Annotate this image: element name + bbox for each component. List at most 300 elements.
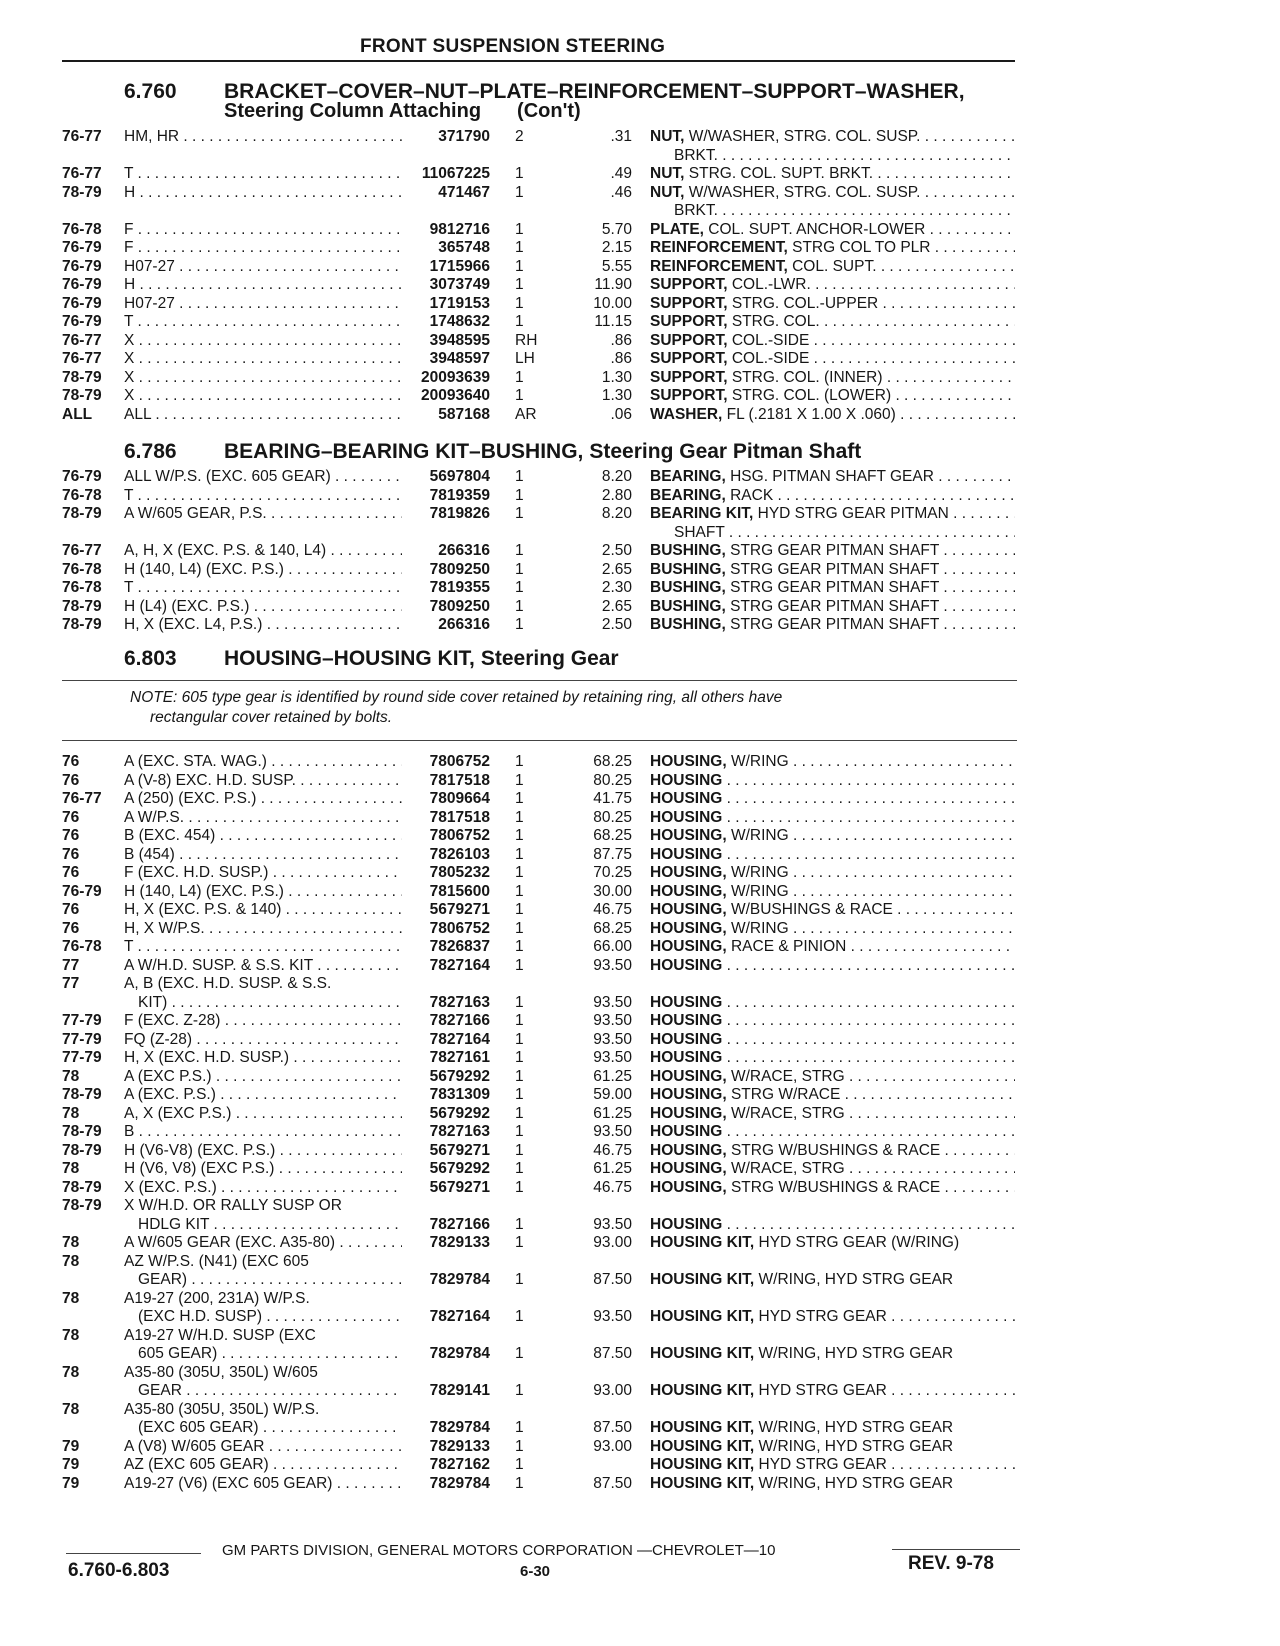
part-description [650, 257, 1015, 276]
part-number: 5679292 [429, 1160, 490, 1177]
part-name: HOUSING KIT, [650, 1419, 755, 1436]
model-years: 76 [62, 827, 80, 844]
parts-row [0, 1159, 1280, 1178]
part-name: BUSHING, [650, 579, 726, 596]
application: ALL W/P.S. (EXC. 605 GEAR) . . . [124, 467, 402, 486]
quantity: 1 [515, 239, 524, 256]
price: 93.50 [593, 1012, 632, 1029]
section-subtitle: Steering Gear [480, 647, 619, 670]
part-detail: RACE & PINION [726, 938, 847, 955]
part-number: 7829784 [429, 1345, 490, 1362]
model-years: 76 [62, 919, 80, 937]
part-detail: HSG. PITMAN SHAFT GEAR [725, 468, 934, 485]
parts-row [0, 937, 1280, 956]
part-description [650, 504, 1015, 523]
application: A (V-8) EXC. H.D. SUSP. . . . [124, 771, 402, 790]
application: F (EXC. Z-28) . . . [124, 1011, 402, 1030]
part-description [650, 275, 1015, 294]
part-name: HOUSING [650, 1215, 723, 1233]
part-detail: W/WASHER, STRG. COL. SUSP. [684, 183, 921, 201]
part-name: HOUSING, [650, 938, 727, 955]
part-name: HOUSING, [650, 1067, 727, 1085]
part-name: REINFORCEMENT, [650, 257, 788, 275]
part-name: NUT, [650, 183, 685, 201]
price: 93.50 [593, 1215, 632, 1233]
parts-row [0, 1326, 1280, 1345]
quantity: 1 [515, 956, 524, 974]
model-years: 78 [62, 1363, 80, 1381]
part-number: 7815600 [429, 882, 490, 900]
part-description [650, 808, 1015, 827]
parts-row [0, 1474, 1280, 1493]
part-number: 266316 [438, 542, 490, 559]
application: A, B (EXC. H.D. SUSP. & S.S. [124, 975, 332, 992]
model-years: 76 [62, 845, 80, 863]
part-description [650, 937, 1015, 956]
parts-row [0, 183, 1280, 202]
model-years: 78-79 [62, 1178, 102, 1196]
part-name: HOUSING, [650, 827, 727, 844]
part-name: HOUSING KIT, [650, 1345, 755, 1362]
quantity: 1 [515, 771, 524, 789]
part-detail: COL. SUPT. ANCHOR-LOWER [703, 220, 926, 238]
model-years: 79 [62, 1456, 80, 1473]
price: 2.15 [601, 239, 632, 256]
part-description [650, 486, 1015, 505]
part-detail: W/RING [726, 919, 789, 937]
part-name: BUSHING, [650, 542, 726, 559]
price: 61.25 [593, 1104, 632, 1122]
part-name: HOUSING, [650, 864, 727, 881]
application: H07-27 . . . [124, 294, 402, 313]
part-number: 5679292 [429, 1104, 490, 1122]
part-description [650, 220, 1015, 239]
part-description-continued: BRKT. . . . [674, 201, 1015, 220]
quantity: 1 [515, 542, 524, 559]
part-number: 7806752 [429, 827, 490, 844]
application-continued: GEAR . . . [138, 1381, 402, 1400]
application: H (V6-V8) (EXC. P.S.) . . . [124, 1141, 402, 1160]
model-years: 76-77 [62, 165, 102, 182]
part-description [650, 1085, 1015, 1104]
part-description [650, 752, 1015, 771]
model-years: 76-79 [62, 257, 102, 275]
part-description [650, 882, 1015, 901]
part-name: HOUSING [650, 1012, 723, 1029]
parts-row [0, 826, 1280, 845]
part-number: 7829784 [429, 1419, 490, 1436]
part-description [650, 467, 1015, 486]
model-years: 76-78 [62, 938, 102, 955]
application-continued: KIT) . . . [138, 993, 402, 1012]
part-name: HOUSING, [650, 1104, 727, 1122]
part-number: 7819355 [429, 579, 490, 596]
application: H (140, L4) (EXC. P.S.) . . . [124, 882, 402, 901]
application: A, H, X (EXC. P.S. & 140, L4) . . . [124, 541, 402, 560]
model-years: 78-79 [62, 1086, 102, 1103]
quantity: 1 [515, 864, 524, 881]
model-years: 78 [62, 1289, 80, 1307]
model-years: 76-78 [62, 486, 102, 504]
model-years: 78-79 [62, 1197, 102, 1214]
part-name: HOUSING [650, 1123, 723, 1140]
part-detail: HYD STRG GEAR [754, 1456, 887, 1473]
part-number: 1719153 [429, 294, 490, 312]
price: 93.50 [593, 1049, 632, 1066]
application: X (EXC. P.S.) . . . [124, 1178, 402, 1197]
quantity: 1 [515, 1419, 524, 1436]
parts-row-continued [0, 1270, 1280, 1289]
part-detail: STRG. COL. SUPT. BRKT. [684, 165, 874, 182]
application: H, X (EXC. P.S. & 140) . . . [124, 900, 402, 919]
application: A W/605 GEAR (EXC. A35-80) . . . [124, 1233, 402, 1252]
application: A19-27 (200, 231A) W/P.S. [124, 1289, 310, 1307]
quantity: 1 [515, 1067, 524, 1085]
quantity: 1 [515, 1271, 524, 1288]
model-years: 76-77 [62, 790, 102, 807]
parts-row [0, 1011, 1280, 1030]
quantity: 1 [515, 753, 524, 770]
price: 80.25 [593, 771, 632, 789]
quantity: RH [515, 331, 538, 349]
model-years: 76-77 [62, 331, 102, 349]
price: 80.25 [593, 808, 632, 826]
part-name: HOUSING, [650, 1141, 727, 1159]
application: F . . . [124, 220, 402, 239]
part-description [650, 1215, 1015, 1234]
price: 11.15 [594, 313, 632, 330]
part-number: 7809250 [429, 560, 490, 578]
price: 10.00 [593, 294, 632, 312]
part-description [650, 331, 1015, 350]
part-description [650, 1307, 1015, 1326]
model-years: 76-77 [62, 542, 102, 559]
part-detail: COL.-SIDE [727, 331, 810, 349]
quantity: 1 [515, 827, 524, 844]
part-description [650, 238, 1015, 257]
part-detail: W/RACE, STRG [726, 1104, 845, 1122]
section-number: 6.803 [124, 647, 177, 670]
quantity: 1 [515, 468, 524, 485]
quantity: 1 [515, 1012, 524, 1029]
parts-row [0, 1104, 1280, 1123]
quantity: 1 [515, 919, 524, 937]
model-years: 76 [62, 864, 80, 881]
application: A W/605 GEAR, P.S. . . . [124, 504, 402, 523]
parts-row [0, 1067, 1280, 1086]
quantity: 1 [515, 790, 524, 807]
price: 93.50 [593, 1308, 632, 1325]
model-years: 76 [62, 753, 80, 770]
part-detail: STRG. COL. [727, 313, 820, 330]
part-detail: COL. SUPT. [787, 257, 877, 275]
part-number: 7827163 [429, 1123, 490, 1140]
price: 1.30 [601, 368, 632, 386]
application: T . . . [124, 486, 402, 505]
parts-row [0, 541, 1280, 560]
part-name: BEARING KIT, [650, 505, 754, 522]
application: X . . . [124, 386, 402, 405]
part-name: HOUSING [650, 1030, 723, 1048]
part-name: HOUSING, [650, 901, 727, 918]
model-years: 76-79 [62, 313, 102, 330]
application-continued: (EXC 605 GEAR) . . . [138, 1418, 402, 1437]
parts-row-continued [0, 1215, 1280, 1234]
quantity: 1 [515, 313, 524, 330]
section-heading: BRACKET–COVER–NUT–PLATE–REINFORCEMENT–SUPPORT–WASHER, [224, 80, 965, 103]
parts-row [0, 467, 1280, 486]
part-description [650, 1437, 1015, 1456]
price: 5.70 [601, 220, 632, 238]
quantity: 1 [515, 1141, 524, 1159]
application: B (EXC. 454) . . . [124, 826, 402, 845]
parts-row [0, 882, 1280, 901]
part-description [650, 294, 1015, 313]
part-name: BUSHING, [650, 616, 726, 633]
price: 68.25 [593, 919, 632, 937]
part-description [650, 164, 1015, 183]
quantity: 1 [515, 1456, 524, 1473]
application: A35-80 (305U, 350L) W/605 [124, 1363, 318, 1381]
parts-row [0, 578, 1280, 597]
quantity: 1 [515, 486, 524, 504]
part-number: 7827164 [429, 1030, 490, 1048]
model-years: 76 [62, 771, 80, 789]
application: H (140, L4) (EXC. P.S.) . . . [124, 560, 402, 579]
quantity: 1 [515, 1160, 524, 1177]
model-years: 76 [62, 901, 80, 918]
part-name: HOUSING, [650, 919, 727, 937]
part-name: BUSHING, [650, 560, 726, 578]
part-detail: STRG W/RACE [726, 1086, 841, 1103]
price: 68.25 [593, 827, 632, 844]
part-name: HOUSING, [650, 1160, 727, 1177]
part-number: 5679292 [429, 1067, 490, 1085]
quantity: 1 [515, 165, 524, 182]
model-years: 78-79 [62, 597, 102, 615]
part-name: SUPPORT, [650, 331, 728, 349]
parts-row [0, 1122, 1280, 1141]
part-name: HOUSING KIT, [650, 1308, 755, 1325]
application: H (V6, V8) (EXC P.S.) . . . [124, 1159, 402, 1178]
part-detail: HYD STRG GEAR [754, 1308, 887, 1325]
part-name: HOUSING [650, 993, 723, 1011]
application: T . . . [124, 312, 402, 331]
price: 46.75 [593, 1141, 632, 1159]
part-description [650, 1122, 1015, 1141]
part-detail: STRG GEAR PITMAN SHAFT [725, 542, 940, 559]
model-years: 79 [62, 1437, 80, 1455]
parts-row [0, 808, 1280, 827]
section-number: 6.786 [124, 440, 177, 463]
footer-rule-right [892, 1549, 1020, 1550]
price: 2.80 [601, 486, 632, 504]
part-detail: W/BUSHINGS & RACE [726, 901, 893, 918]
part-description [650, 127, 1015, 146]
quantity: 1 [515, 276, 524, 293]
model-years: 76-79 [62, 294, 102, 312]
parts-row-continued [0, 1418, 1280, 1437]
description-continued [0, 146, 1280, 165]
part-description [650, 1381, 1015, 1400]
application: A W/P.S. . . . [124, 808, 402, 827]
model-years: 78 [62, 1067, 80, 1085]
part-number: 7827163 [429, 993, 490, 1011]
quantity: 1 [515, 901, 524, 918]
part-description [650, 1474, 1015, 1493]
model-years: 78 [62, 1326, 80, 1344]
part-detail: STRG GEAR PITMAN SHAFT [725, 579, 940, 596]
section-continued: (Con't) [517, 100, 581, 122]
application: T . . . [124, 937, 402, 956]
model-years: 76-79 [62, 468, 102, 485]
part-number: 471467 [438, 183, 490, 201]
application: H . . . [124, 183, 402, 202]
quantity: 1 [515, 1215, 524, 1233]
model-years: 77 [62, 975, 80, 992]
price: 11.90 [594, 276, 632, 293]
quantity: 1 [515, 1104, 524, 1122]
part-description [650, 1344, 1015, 1363]
quantity: 1 [515, 882, 524, 900]
part-description [650, 615, 1015, 634]
parts-row [0, 405, 1280, 424]
part-detail: W/RING [726, 827, 789, 844]
parts-row [0, 238, 1280, 257]
parts-row [0, 615, 1280, 634]
parts-row [0, 1178, 1280, 1197]
parts-row [0, 349, 1280, 368]
price: 87.50 [593, 1345, 632, 1362]
application: X . . . [124, 368, 402, 387]
quantity: 1 [515, 505, 524, 522]
parts-row [0, 845, 1280, 864]
quantity: 1 [515, 560, 524, 578]
parts-row-continued [0, 1307, 1280, 1326]
price: 93.00 [593, 1234, 632, 1251]
price: .06 [610, 405, 632, 423]
part-number: 11067225 [421, 165, 490, 182]
part-detail: STRG COL TO PLR [787, 239, 931, 256]
part-number: 3073749 [429, 276, 490, 293]
part-number: 7809664 [429, 790, 490, 807]
parts-row-continued [0, 993, 1280, 1012]
part-name: SUPPORT, [650, 276, 728, 293]
part-description [650, 183, 1015, 202]
part-number: 266316 [438, 616, 490, 633]
application: A (EXC P.S.) . . . [124, 1067, 402, 1086]
part-name: WASHER, [650, 405, 723, 423]
model-years: 76-78 [62, 220, 102, 238]
part-number: 7829133 [429, 1437, 490, 1455]
part-number: 5679271 [429, 901, 490, 918]
quantity: 1 [515, 1030, 524, 1048]
part-description [650, 578, 1015, 597]
quantity: 1 [515, 1474, 524, 1492]
price: 2.30 [601, 579, 632, 596]
price: .49 [610, 165, 632, 182]
part-name: SUPPORT, [650, 294, 728, 312]
model-years: 78-79 [62, 1141, 102, 1159]
part-name: HOUSING [650, 956, 723, 974]
price: 93.50 [593, 1030, 632, 1048]
part-description [650, 1067, 1015, 1086]
part-number: 7805232 [429, 864, 490, 881]
parts-row [0, 956, 1280, 975]
application: A (EXC. STA. WAG.) . . . [124, 752, 402, 771]
application: B . . . [124, 1122, 402, 1141]
part-number: 7817518 [429, 771, 490, 789]
model-years: 76-79 [62, 882, 102, 900]
part-name: BUSHING, [650, 597, 726, 615]
part-description [650, 597, 1015, 616]
part-number: 1748632 [429, 313, 490, 330]
part-number: 587168 [438, 405, 490, 423]
part-description [650, 789, 1015, 808]
part-detail: STRG W/BUSHINGS & RACE [726, 1178, 941, 1196]
part-name: NUT, [650, 128, 685, 145]
parts-row [0, 1252, 1280, 1271]
part-description [650, 919, 1015, 938]
part-description [650, 900, 1015, 919]
parts-row [0, 1048, 1280, 1067]
part-number: 7817518 [429, 808, 490, 826]
parts-row [0, 1437, 1280, 1456]
model-years: 78 [62, 1234, 80, 1251]
part-number: 7827164 [429, 1308, 490, 1325]
parts-row [0, 752, 1280, 771]
application: T . . . [124, 164, 402, 183]
model-years: ALL [62, 405, 93, 423]
application: F . . . [124, 238, 402, 257]
model-years: 78 [62, 1252, 80, 1270]
price: .86 [610, 331, 632, 349]
quantity: 1 [515, 1049, 524, 1066]
model-years: 77-79 [62, 1012, 102, 1029]
parts-row [0, 560, 1280, 579]
part-number: 7829784 [429, 1474, 490, 1492]
price: 46.75 [593, 1178, 632, 1196]
application-continued: (EXC H.D. SUSP) . . . [138, 1307, 402, 1326]
price: 5.55 [601, 257, 632, 275]
part-detail: W/RING, HYD STRG GEAR [754, 1271, 954, 1288]
parts-row [0, 1455, 1280, 1474]
part-number: 7819826 [429, 505, 490, 522]
section-number: 6.760 [124, 80, 177, 103]
section-subtitle: Steering Gear Pitman Shaft [589, 440, 862, 463]
part-number: 7826103 [429, 845, 490, 863]
price: 8.20 [601, 468, 632, 485]
part-detail: W/RING, HYD STRG GEAR [754, 1437, 954, 1455]
model-years: 78-79 [62, 1123, 102, 1140]
application: T . . . [124, 578, 402, 597]
part-number: 20093639 [421, 368, 490, 386]
section-subtitle [224, 100, 581, 123]
price: 8.20 [601, 505, 632, 522]
price: 70.25 [593, 864, 632, 881]
price: 2.65 [601, 597, 632, 615]
application: A, X (EXC P.S.) . . . [124, 1104, 402, 1123]
model-years: 79 [62, 1474, 80, 1492]
part-name: HOUSING KIT, [650, 1474, 755, 1492]
parts-row [0, 1363, 1280, 1382]
application: H, X (EXC. L4, P.S.) . . . [124, 615, 402, 634]
part-number: 7827164 [429, 956, 490, 974]
model-years: 78-79 [62, 616, 102, 633]
part-number: 371790 [438, 128, 490, 145]
part-number: 7829133 [429, 1234, 490, 1251]
part-description [650, 560, 1015, 579]
